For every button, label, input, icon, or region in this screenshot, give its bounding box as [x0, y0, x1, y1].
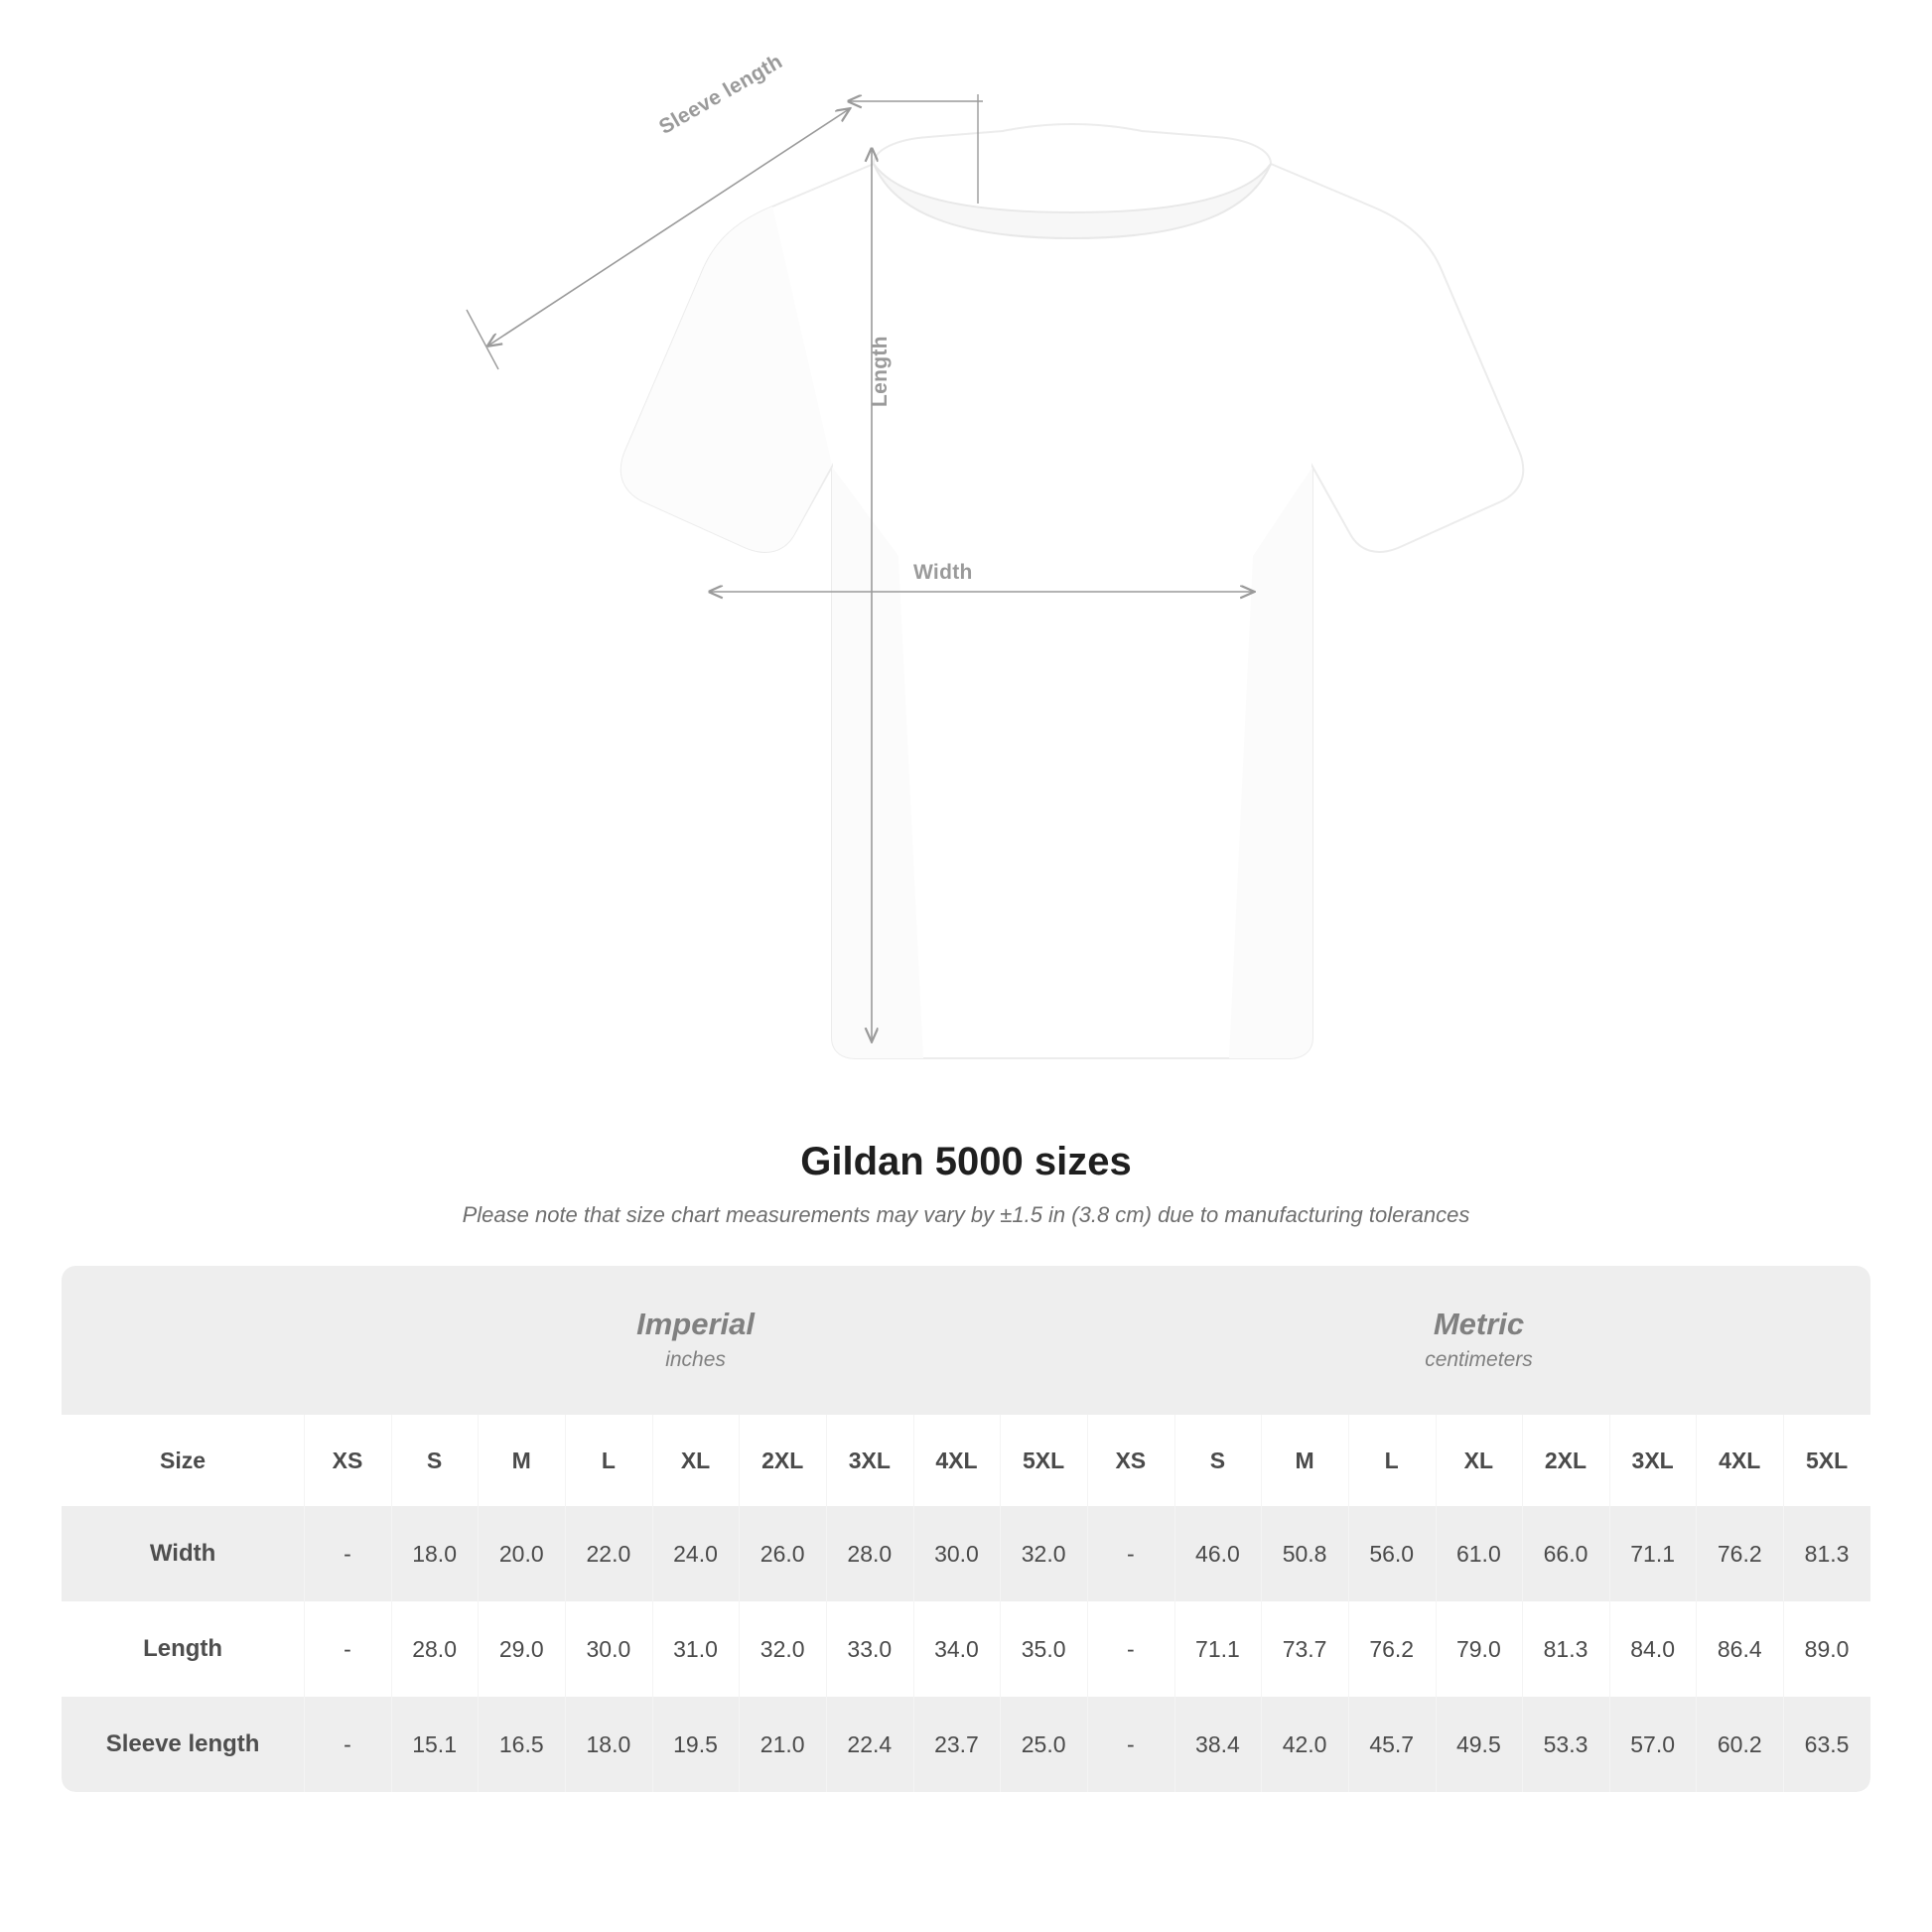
cell-sleeve-16: 60.2 [1696, 1697, 1783, 1792]
cell-sleeve-15: 57.0 [1609, 1697, 1697, 1792]
cell-width-6: 28.0 [826, 1506, 913, 1601]
col-header-xl-metric: XL [1436, 1415, 1523, 1506]
label-sleeve-length: Sleeve length [655, 50, 787, 139]
table-row-width [62, 1506, 1870, 1601]
cell-length-17: 89.0 [1783, 1601, 1870, 1697]
cell-width-4: 24.0 [652, 1506, 740, 1601]
cell-width-3: 22.0 [565, 1506, 652, 1601]
unit-imperial-sub: inches [665, 1347, 726, 1371]
cell-sleeve-11: 42.0 [1261, 1697, 1348, 1792]
unit-imperial-name: Imperial [636, 1306, 755, 1341]
label-length: Length [869, 336, 892, 407]
cell-width-11: 50.8 [1261, 1506, 1348, 1601]
cell-length-13: 79.0 [1436, 1601, 1523, 1697]
cell-sleeve-4: 19.5 [652, 1697, 740, 1792]
cell-length-4: 31.0 [652, 1601, 740, 1697]
col-header-4xl-imperial: 4XL [913, 1415, 1001, 1506]
size-table [62, 1266, 1870, 1792]
cell-length-14: 81.3 [1522, 1601, 1609, 1697]
cell-width-0: - [304, 1506, 391, 1601]
col-header-xs-metric: XS [1087, 1415, 1174, 1506]
cell-sleeve-2: 16.5 [478, 1697, 565, 1792]
col-header-4xl-metric: 4XL [1696, 1415, 1783, 1506]
row-label-sleeve-length: Sleeve length [62, 1697, 304, 1792]
table-row-sleeve-length [62, 1697, 1870, 1792]
cell-length-6: 33.0 [826, 1601, 913, 1697]
cell-width-1: 18.0 [391, 1506, 479, 1601]
cell-length-16: 86.4 [1696, 1601, 1783, 1697]
cell-width-7: 30.0 [913, 1506, 1001, 1601]
cell-sleeve-9: - [1087, 1697, 1174, 1792]
cell-length-11: 73.7 [1261, 1601, 1348, 1697]
unit-metric-name: Metric [1433, 1306, 1525, 1341]
cell-width-15: 71.1 [1609, 1506, 1697, 1601]
col-header-3xl-imperial: 3XL [826, 1415, 913, 1506]
col-header-l-imperial: L [565, 1415, 652, 1506]
col-header-3xl-metric: 3XL [1609, 1415, 1697, 1506]
cell-length-9: - [1087, 1601, 1174, 1697]
cell-length-8: 35.0 [1000, 1601, 1087, 1697]
cell-width-17: 81.3 [1783, 1506, 1870, 1601]
row-label-width: Width [62, 1506, 304, 1601]
size-table-wrapper [62, 1266, 1870, 1792]
cell-width-13: 61.0 [1436, 1506, 1523, 1601]
unit-metric-cell [1087, 1266, 1870, 1415]
col-header-s-metric: S [1174, 1415, 1262, 1506]
cell-length-3: 30.0 [565, 1601, 652, 1697]
cell-length-5: 32.0 [739, 1601, 826, 1697]
col-header-l-metric: L [1348, 1415, 1436, 1506]
col-header-s-imperial: S [391, 1415, 479, 1506]
cell-sleeve-0: - [304, 1697, 391, 1792]
cell-sleeve-10: 38.4 [1174, 1697, 1262, 1792]
unit-header-row [62, 1266, 1870, 1415]
unit-imperial-cell [304, 1266, 1087, 1415]
cell-sleeve-14: 53.3 [1522, 1697, 1609, 1792]
col-header-5xl-metric: 5XL [1783, 1415, 1870, 1506]
header-size-label: Size [62, 1415, 304, 1506]
cell-length-10: 71.1 [1174, 1601, 1262, 1697]
cell-sleeve-17: 63.5 [1783, 1697, 1870, 1792]
cell-width-10: 46.0 [1174, 1506, 1262, 1601]
cell-sleeve-5: 21.0 [739, 1697, 826, 1792]
cell-sleeve-13: 49.5 [1436, 1697, 1523, 1792]
page-title: Gildan 5000 sizes [800, 1140, 1132, 1183]
cell-width-16: 76.2 [1696, 1506, 1783, 1601]
row-label-length: Length [62, 1601, 304, 1697]
col-header-m-metric: M [1261, 1415, 1348, 1506]
cell-sleeve-3: 18.0 [565, 1697, 652, 1792]
cell-sleeve-8: 25.0 [1000, 1697, 1087, 1792]
cell-width-8: 32.0 [1000, 1506, 1087, 1601]
col-header-xs-imperial: XS [304, 1415, 391, 1506]
cell-length-7: 34.0 [913, 1601, 1001, 1697]
cell-width-14: 66.0 [1522, 1506, 1609, 1601]
cell-sleeve-6: 22.4 [826, 1697, 913, 1792]
col-header-xl-imperial: XL [652, 1415, 740, 1506]
col-header-2xl-metric: 2XL [1522, 1415, 1609, 1506]
unit-metric-sub: centimeters [1425, 1347, 1533, 1371]
cell-length-15: 84.0 [1609, 1601, 1697, 1697]
cell-length-2: 29.0 [478, 1601, 565, 1697]
cell-length-0: - [304, 1601, 391, 1697]
col-header-5xl-imperial: 5XL [1000, 1415, 1087, 1506]
cell-sleeve-7: 23.7 [913, 1697, 1001, 1792]
cell-width-9: - [1087, 1506, 1174, 1601]
cell-length-1: 28.0 [391, 1601, 479, 1697]
cell-sleeve-12: 45.7 [1348, 1697, 1436, 1792]
cell-sleeve-1: 15.1 [391, 1697, 479, 1792]
col-header-2xl-imperial: 2XL [739, 1415, 826, 1506]
table-row-length [62, 1601, 1870, 1697]
label-width: Width [913, 561, 973, 584]
cell-width-5: 26.0 [739, 1506, 826, 1601]
cell-width-12: 56.0 [1348, 1506, 1436, 1601]
cell-length-12: 76.2 [1348, 1601, 1436, 1697]
unit-corner-cell [62, 1266, 304, 1415]
cell-width-2: 20.0 [478, 1506, 565, 1601]
col-header-m-imperial: M [478, 1415, 565, 1506]
column-header-row [62, 1415, 1870, 1506]
tolerance-note: Please note that size chart measurements may vary by ±1.5 in (3.8 cm) due to manufacturing tolerances [462, 1202, 1470, 1227]
title-block [0, 1140, 1932, 1228]
